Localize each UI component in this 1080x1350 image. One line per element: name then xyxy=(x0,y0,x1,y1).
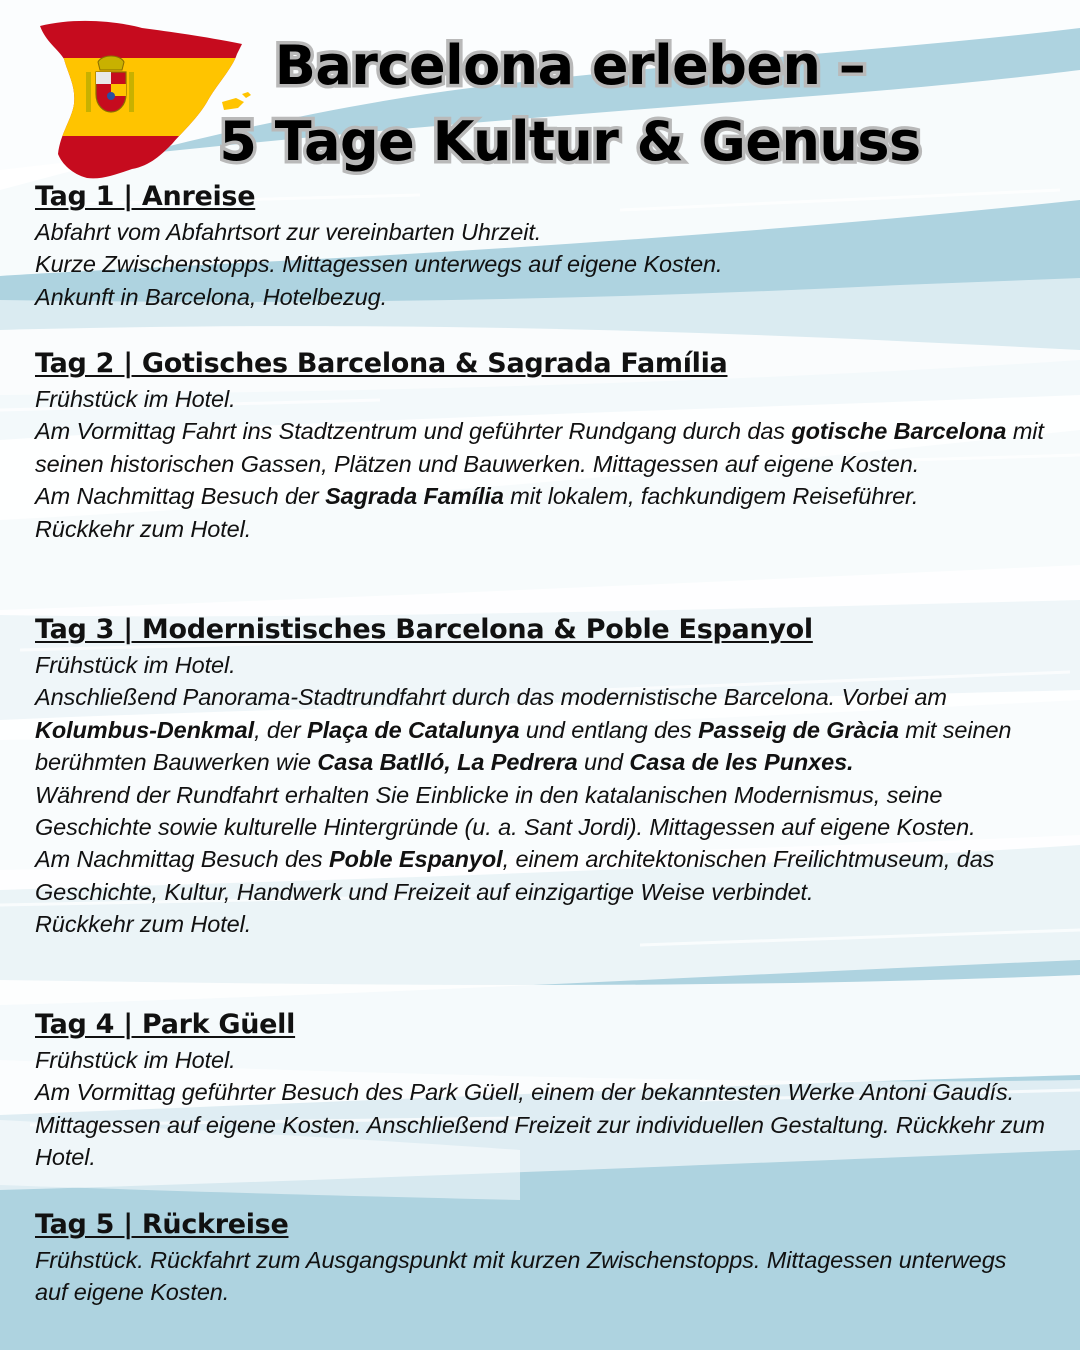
day-4-section xyxy=(35,1006,1045,1174)
text-segment: und xyxy=(577,749,630,776)
text-segment: Frühstück. Rückfahrt zum Ausgangspunkt mit kurzen Zwischenstopps. Mittagessen unterwegs auf eigene Kosten. xyxy=(35,1247,1007,1306)
day-2-heading: Tag 2 | Gotisches Barcelona & Sagrada Família xyxy=(35,348,728,379)
day-1-text xyxy=(35,216,722,313)
highlight-term: Casa Batlló, La Pedrera xyxy=(317,749,578,776)
text-segment: Frühstück im Hotel. Anschließend Panorama-Stadtrundfahrt durch das modernistische Barcelona. Vorbei am xyxy=(35,652,947,711)
day-3-text xyxy=(35,649,1045,941)
highlight-term: Sagrada Família xyxy=(325,483,504,510)
text-segment: mit seinen berühmten Bauwerken wie xyxy=(35,716,1012,776)
text-segment: Frühstück im Hotel. Am Vormittag geführter Besuch des Park Güell, einem der bekanntesten Werke Antoni Gaudís. Mittagessen auf eigene Kosten. Anschließend Freizeit zur individuellen Gestaltung. Rückkehr zum Hotel. xyxy=(35,1047,1045,1171)
highlight-term: Poble Espanyol xyxy=(329,846,503,873)
day-4-text xyxy=(35,1044,1045,1174)
text-segment: und entlang des xyxy=(519,716,699,743)
text-segment: , einem architektonischen Freilichtmuseum, das Geschichte, Kultur, Handwerk und Freizeit auf einzigartige Weise verbindet. Rückkehr zum Hotel. xyxy=(35,846,995,938)
title-line-1: Barcelona erleben – xyxy=(274,34,866,97)
day-1-heading: Tag 1 | Anreise xyxy=(35,181,256,212)
day-3-heading: Tag 3 | Modernistisches Barcelona & Poble Espanyol xyxy=(35,614,813,645)
highlight-term: gotische Barcelona xyxy=(791,418,1007,445)
highlight-term: Kolumbus-Denkmal xyxy=(35,716,255,743)
text-segment: Während der Rundfahrt erhalten Sie Einblicke in den katalanischen Modernismus, seine Geschichte sowie kulturelle Hintergründe (u. a. Sant Jordi). Mittagessen auf eigene Kosten. Am Nachmittag Besuch des xyxy=(35,781,976,873)
title-line-2: 5 Tage Kultur & Genuss xyxy=(219,110,921,173)
day-5-heading: Tag 5 | Rückreise xyxy=(35,1209,289,1240)
text-segment: , der xyxy=(254,716,308,743)
day-3-section xyxy=(35,611,1045,941)
day-2-text xyxy=(35,383,1045,545)
day-5-text xyxy=(35,1244,1045,1309)
highlight-term: Plaça de Catalunya xyxy=(307,716,520,743)
day-5-section xyxy=(35,1206,1045,1309)
page-title xyxy=(160,28,980,180)
day-2-section xyxy=(35,345,1045,545)
highlight-term: Passeig de Gràcia xyxy=(698,716,899,743)
day-1-section xyxy=(35,178,722,313)
text-segment: mit lokalem, fachkundigem Reiseführer. Rückkehr zum Hotel. xyxy=(35,483,919,542)
highlight-term: Casa de les Punxes. xyxy=(629,749,854,776)
text-segment: mit seinen historischen Gassen, Plätzen und Bauwerken. Mittagessen auf eigene Kosten. Am Nachmittag Besuch der xyxy=(35,418,1044,510)
text-segment: Abfahrt vom Abfahrtsort zur vereinbarten Uhrzeit. Kurze Zwischenstopps. Mittagessen unterwegs auf eigene Kosten. Ankunft in Barcelona, Hotelbezug. xyxy=(35,219,723,310)
text-segment: Frühstück im Hotel. Am Vormittag Fahrt ins Stadtzentrum und geführter Rundgang durch das xyxy=(35,386,785,445)
day-4-heading: Tag 4 | Park Güell xyxy=(35,1009,296,1040)
